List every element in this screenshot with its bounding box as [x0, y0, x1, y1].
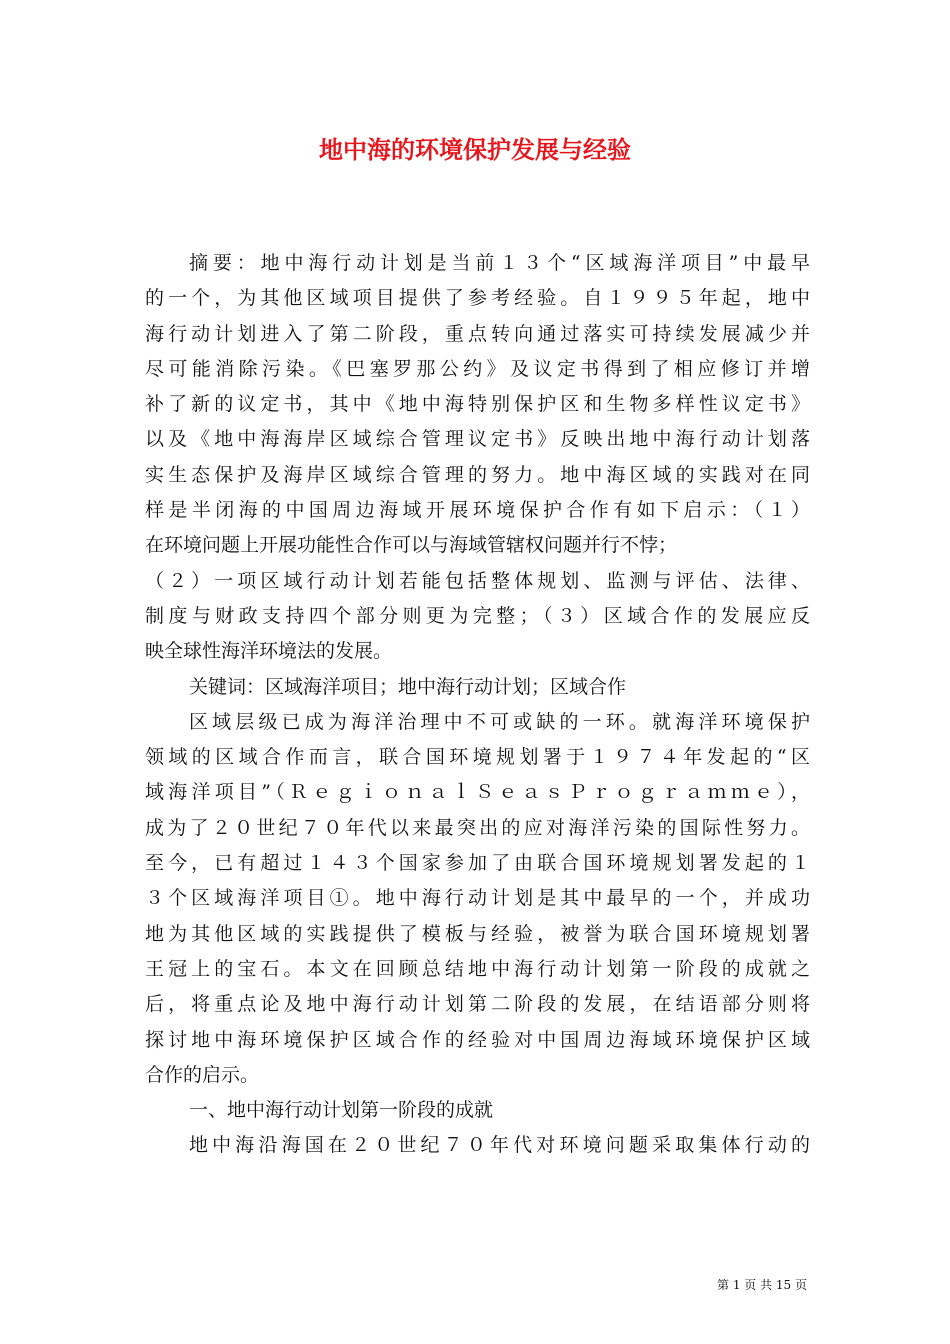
text-line: 成为了２０世纪７０年代以来最突出的应对海洋污染的国际性努力。 — [145, 816, 810, 839]
text-line: 摘要：地中海行动计划是当前１３个“区域海洋项目”中最早 — [189, 252, 810, 274]
text-line: 合作的启示。 — [145, 1063, 260, 1086]
text-line: （２）一项区域行动计划若能包括整体规划、监测与评估、法律、 — [145, 569, 810, 592]
text-line: 域海洋项目”（ＲｅｇｉｏｎａｌＳｅａｓＰｒｏｇｒａｍｍｅ）， — [145, 781, 810, 804]
text-line: 样是半闭海的中国周边海域开展环境保护合作有如下启示：（１） — [145, 499, 810, 522]
section-heading: 一、地中海行动计划第一阶段的成就 — [189, 1099, 494, 1122]
text-line: 领域的区域合作而言，联合国环境规划署于１９７４年发起的“区 — [145, 746, 810, 769]
text-line: 制度与财政支持四个部分则更为完整；（３）区域合作的发展应反 — [145, 604, 810, 627]
text-line: 探讨地中海环境保护区域合作的经验对中国周边海域环境保护区域 — [145, 1028, 810, 1051]
text-line: 地中海沿海国在２０世纪７０年代对环境问题采取集体行动的 — [189, 1134, 810, 1157]
text-line: 地为其他区域的实践提供了模板与经验，被誉为联合国环境规划署 — [145, 922, 810, 945]
document-title: 地中海的环境保护发展与经验 — [319, 135, 631, 164]
text-line: 后，将重点论及地中海行动计划第二阶段的发展，在结语部分则将 — [145, 993, 810, 1016]
page-number-footer: 第 1 页 共 15 页 — [717, 1278, 807, 1292]
text-line: 的一个，为其他区域项目提供了参考经验。自１９９５年起，地中 — [145, 287, 810, 310]
text-line: 以及《地中海海岸区域综合管理议定书》反映出地中海行动计划落 — [145, 428, 810, 451]
keywords-line: 关键词：区域海洋项目；地中海行动计划；区域合作 — [189, 675, 627, 698]
text-line: 尽可能消除污染。《巴塞罗那公约》及议定书得到了相应修订并增 — [145, 357, 810, 380]
text-line: 补了新的议定书，其中《地中海特别保护区和生物多样性议定书》 — [145, 393, 810, 416]
text-line: ３个区域海洋项目①。地中海行动计划是其中最早的一个，并成功 — [145, 887, 810, 910]
text-line: 区域层级已成为海洋治理中不可或缺的一环。就海洋环境保护 — [189, 710, 810, 733]
text-line: 至今，已有超过１４３个国家参加了由联合国环境规划署发起的１ — [145, 852, 810, 875]
text-line: 实生态保护及海岸区域综合管理的努力。地中海区域的实践对在同 — [145, 463, 810, 486]
text-line: 在环境问题上开展功能性合作可以与海域管辖权问题并行不悖； — [145, 534, 678, 557]
text-line: 海行动计划进入了第二阶段，重点转向通过落实可持续发展减少并 — [145, 322, 810, 345]
text-line: 王冠上的宝石。本文在回顾总结地中海行动计划第一阶段的成就之 — [145, 957, 810, 980]
document-body — [145, 246, 810, 1164]
text-line: 映全球性海洋环境法的发展。 — [145, 640, 393, 663]
